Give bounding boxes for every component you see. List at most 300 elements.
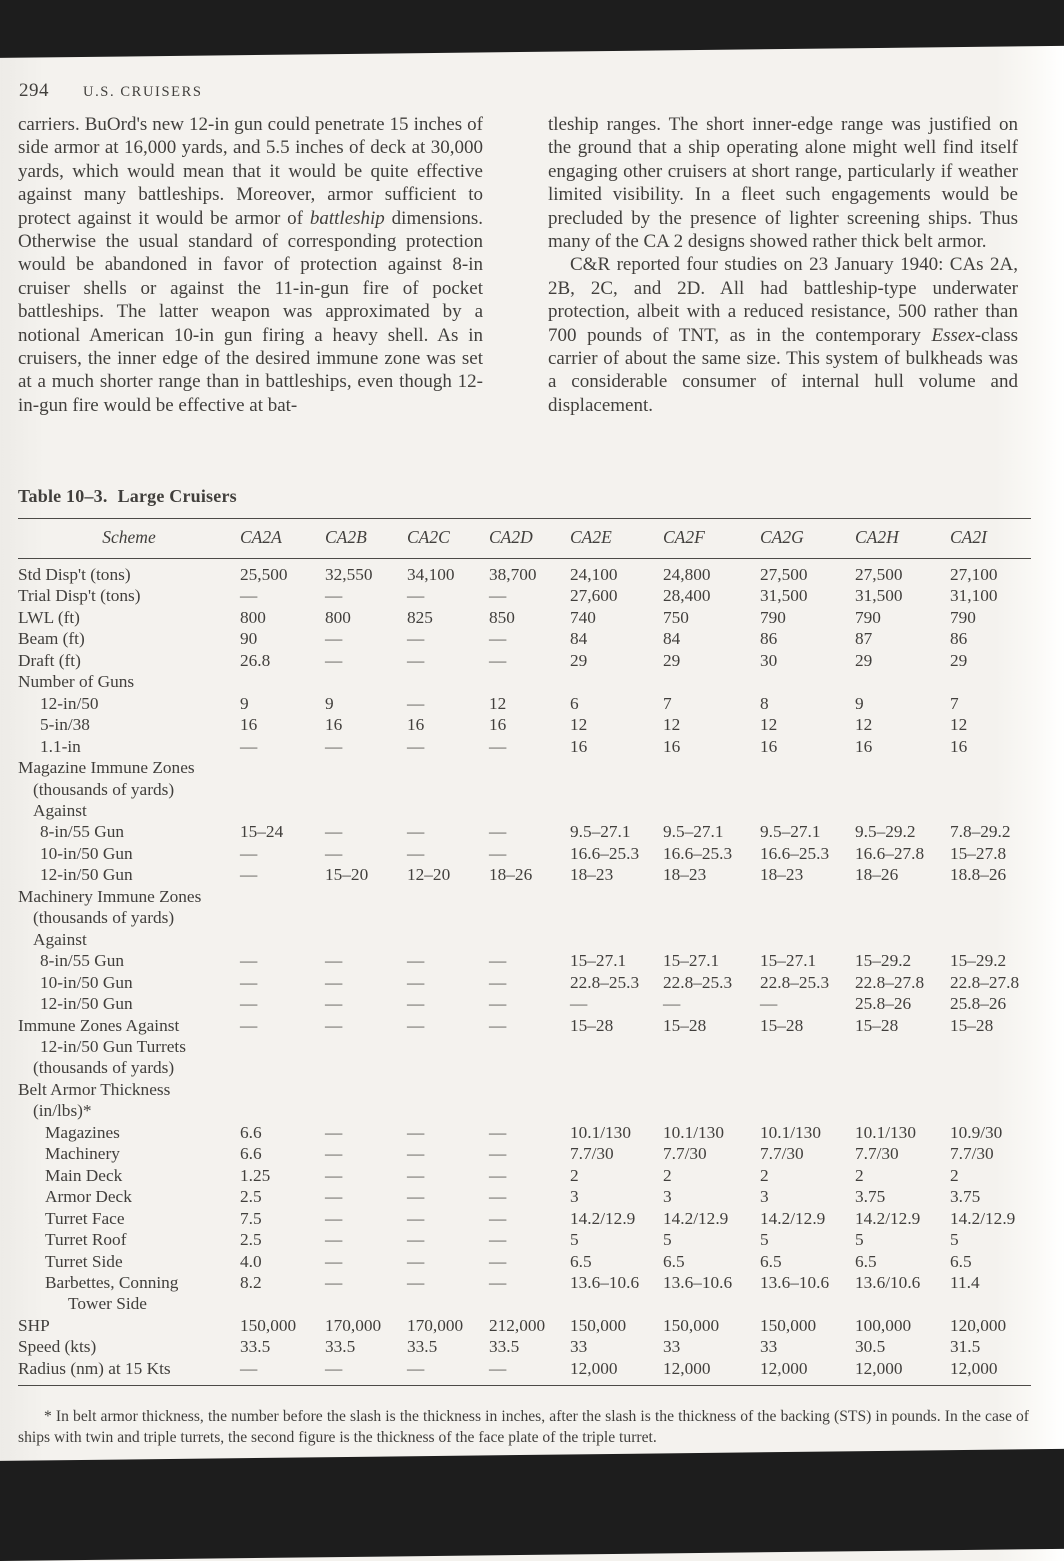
row-label: Armor Deck bbox=[45, 1187, 132, 1207]
table-cell: — bbox=[489, 822, 507, 842]
table-cell: — bbox=[489, 586, 507, 606]
table-cell: 6.5 bbox=[950, 1251, 972, 1271]
table-row bbox=[18, 1057, 1031, 1078]
table-cell: 800 bbox=[240, 607, 266, 627]
table-cell: 9 bbox=[325, 693, 334, 713]
table-cell: 3.75 bbox=[950, 1187, 981, 1207]
table-cell: — bbox=[407, 994, 425, 1014]
table-footnote: * In belt armor thickness, the number before the slash is the thickness in inches, after the slash is the thickness of the backing (STS) in pounds. In the case of ships with twin and triple turrets, the second figure is the thickness of the face plate of the triple turret. bbox=[18, 1407, 1029, 1447]
left-column-paragraph: carriers. BuOrd's new 12-in gun could penetrate 15 inches of side armor at 16,000 yards, and 5.5 inches of deck at 30,000 yards, which would mean that it would be quite effective against many battleships. Moreover, armor sufficient to protect against it would be armor of battleship dimensions. Otherwise the usual standard of corresponding protection would be abandoned in favor of protection against 8-in cruiser shells or against the 11-in-gun fire of pocket battleships. The latter weapon was approximated by a notional American 10-in gun firing a heavy shell. As in cruisers, the inner edge of the desired immune zone was set at a much shorter range than in battleships, even though 12-in-gun fire would be effective at bat- bbox=[18, 114, 483, 416]
column-header: CA2I bbox=[950, 527, 987, 547]
table-cell: 740 bbox=[570, 607, 596, 627]
table-cell: 29 bbox=[663, 650, 681, 670]
table-cell: 84 bbox=[570, 629, 588, 649]
table-row bbox=[18, 714, 1031, 735]
table-cell: 9.5–27.1 bbox=[663, 822, 724, 842]
table-cell: — bbox=[325, 1230, 343, 1250]
table-row bbox=[18, 693, 1031, 714]
row-label: 12-in/50 Gun bbox=[40, 865, 133, 885]
row-label: 10-in/50 Gun bbox=[40, 843, 133, 863]
table-row bbox=[18, 736, 1031, 757]
column-header: CA2E bbox=[570, 527, 612, 547]
table-row bbox=[18, 564, 1031, 585]
row-label: 1.1-in bbox=[40, 736, 81, 756]
table-cell: — bbox=[407, 1165, 425, 1185]
table-cell: 12,000 bbox=[663, 1358, 711, 1378]
table-cell: 6.5 bbox=[760, 1251, 782, 1271]
table-cell: 15–28 bbox=[950, 1015, 994, 1035]
table-cell: 850 bbox=[489, 607, 515, 627]
table-cell: 6.5 bbox=[663, 1251, 685, 1271]
table-cell: 33.5 bbox=[325, 1337, 356, 1357]
row-label: 8-in/55 Gun bbox=[40, 822, 125, 842]
table-cell: — bbox=[240, 843, 258, 863]
table-cell: — bbox=[407, 972, 425, 992]
table-cell: 15–20 bbox=[325, 865, 369, 885]
table-cell: 84 bbox=[663, 629, 681, 649]
table-cell: 8 bbox=[760, 693, 769, 713]
table-cell: 90 bbox=[240, 629, 258, 649]
table-cell: — bbox=[240, 865, 258, 885]
table-cell: — bbox=[325, 1015, 343, 1035]
table-cell: 27,500 bbox=[760, 565, 808, 584]
table-cell: 100,000 bbox=[855, 1315, 912, 1335]
table-cell: 15–27.1 bbox=[570, 951, 627, 971]
table-row bbox=[18, 821, 1031, 842]
article-right-column bbox=[548, 113, 1018, 417]
table-cell: 9.5–29.2 bbox=[855, 822, 916, 842]
table-cell: 790 bbox=[855, 607, 881, 627]
table-cell: 7.8–29.2 bbox=[950, 822, 1011, 842]
table-cell: 2 bbox=[760, 1165, 769, 1185]
table-cell: — bbox=[489, 1251, 507, 1271]
row-label: Machinery Immune Zones bbox=[18, 886, 202, 906]
table-cell: 33 bbox=[760, 1337, 778, 1357]
table-cell: 33 bbox=[663, 1337, 681, 1357]
table-cell: — bbox=[240, 1358, 258, 1378]
table-cell: 33.5 bbox=[489, 1337, 520, 1357]
table-cell: 16 bbox=[489, 715, 507, 735]
table-cell: 14.2/12.9 bbox=[950, 1208, 1016, 1228]
table-cell: 1.25 bbox=[240, 1165, 271, 1185]
table-cell: 18–26 bbox=[489, 865, 533, 885]
table-cell: 18–26 bbox=[855, 865, 899, 885]
table-cell: 10.1/130 bbox=[663, 1122, 724, 1142]
table-cell: — bbox=[240, 951, 258, 971]
table-row bbox=[18, 1358, 1031, 1379]
table-cell: — bbox=[407, 1230, 425, 1250]
table-cell: 30 bbox=[760, 650, 778, 670]
row-label: Belt Armor Thickness bbox=[18, 1079, 171, 1099]
table-row bbox=[18, 1186, 1031, 1207]
table-cell: 31,500 bbox=[855, 586, 903, 606]
page-header bbox=[19, 80, 203, 102]
table-cell: 7 bbox=[950, 693, 959, 713]
table-cell: — bbox=[407, 1015, 425, 1035]
table-cell: 3.75 bbox=[855, 1187, 886, 1207]
table-cell: 5 bbox=[950, 1230, 959, 1250]
table-cell: 24,800 bbox=[663, 565, 711, 584]
table-cell: 18.8–26 bbox=[950, 865, 1007, 885]
table-cell: — bbox=[325, 1165, 343, 1185]
row-label: 5-in/38 bbox=[40, 715, 90, 735]
column-header: CA2F bbox=[663, 527, 705, 547]
table-cell: 7.5 bbox=[240, 1208, 262, 1228]
table-rule-bottom bbox=[18, 1385, 1031, 1386]
table-cell: — bbox=[489, 1208, 507, 1228]
table-cell: — bbox=[240, 1015, 258, 1035]
table-row bbox=[18, 628, 1031, 649]
table-cell: — bbox=[325, 1251, 343, 1271]
table-cell: 150,000 bbox=[240, 1315, 297, 1335]
table-cell: — bbox=[489, 1015, 507, 1035]
table-title-label: Table 10–3. bbox=[18, 486, 108, 506]
table-cell: — bbox=[325, 843, 343, 863]
table-cell: 12 bbox=[663, 715, 681, 735]
table-cell: — bbox=[407, 1144, 425, 1164]
table-cell: 2.5 bbox=[240, 1187, 262, 1207]
table-cell: 9.5–27.1 bbox=[570, 822, 631, 842]
table-cell: — bbox=[489, 843, 507, 863]
table-cell: — bbox=[407, 843, 425, 863]
table-cell: 86 bbox=[950, 629, 968, 649]
table-cell: 5 bbox=[663, 1230, 672, 1250]
table-cell: 22.8–27.8 bbox=[855, 972, 925, 992]
table-cell: — bbox=[325, 629, 343, 649]
table-cell: 7.7/30 bbox=[570, 1144, 614, 1164]
table-cell: — bbox=[663, 994, 681, 1014]
table-cell: 2 bbox=[570, 1165, 579, 1185]
table-cell: 15–28 bbox=[570, 1015, 614, 1035]
table-cell: — bbox=[325, 1272, 343, 1292]
table-cell: 12,000 bbox=[950, 1358, 998, 1378]
table-cell: 13.6–10.6 bbox=[570, 1272, 640, 1292]
table-cell: — bbox=[240, 736, 258, 756]
column-header: CA2G bbox=[760, 527, 804, 547]
table-cell: 15–28 bbox=[663, 1015, 707, 1035]
table-row bbox=[18, 800, 1031, 821]
table-cell: 16 bbox=[570, 736, 588, 756]
table-cell: 18–23 bbox=[570, 865, 614, 885]
row-label: Std Disp't (tons) bbox=[18, 565, 131, 584]
table-cell: — bbox=[240, 994, 258, 1014]
table-cell: — bbox=[489, 736, 507, 756]
table-cell: 16.6–25.3 bbox=[570, 843, 640, 863]
row-label: Turret Face bbox=[45, 1208, 125, 1228]
table-cell: 15–28 bbox=[855, 1015, 899, 1035]
table-cell: 11.4 bbox=[950, 1272, 980, 1292]
table-cell: — bbox=[407, 822, 425, 842]
row-label: Magazine Immune Zones bbox=[18, 758, 195, 778]
table-cell: 7.7/30 bbox=[663, 1144, 707, 1164]
table-cell: 12 bbox=[489, 693, 507, 713]
table-row bbox=[18, 607, 1031, 628]
table-cell: — bbox=[489, 994, 507, 1014]
table-row bbox=[18, 757, 1031, 778]
table-cell: 12–20 bbox=[407, 865, 451, 885]
table-cell: 170,000 bbox=[325, 1315, 382, 1335]
row-label: 12-in/50 Gun bbox=[40, 994, 133, 1014]
bottom-scan-band bbox=[0, 1449, 1064, 1561]
table-cell: 14.2/12.9 bbox=[570, 1208, 636, 1228]
row-label: Against bbox=[33, 929, 87, 949]
table-cell: — bbox=[407, 586, 425, 606]
table-cell: 150,000 bbox=[570, 1315, 627, 1335]
table-cell: 15–27.8 bbox=[950, 843, 1007, 863]
table-row bbox=[18, 1251, 1031, 1272]
table-row bbox=[18, 1208, 1031, 1229]
table-cell: — bbox=[489, 1272, 507, 1292]
table-row bbox=[18, 1143, 1031, 1164]
table-cell: 33 bbox=[570, 1337, 588, 1357]
table-cell: 29 bbox=[950, 650, 968, 670]
table-cell: 28,400 bbox=[663, 586, 711, 606]
column-header: CA2B bbox=[325, 527, 367, 547]
table-cell: 24,100 bbox=[570, 565, 618, 584]
table-cell: 2 bbox=[950, 1165, 959, 1185]
table-cell: 7 bbox=[663, 693, 672, 713]
table-cell: 15–28 bbox=[760, 1015, 804, 1035]
table-cell: — bbox=[489, 650, 507, 670]
table-cell: 15–29.2 bbox=[855, 951, 912, 971]
table-cell: 16 bbox=[325, 715, 343, 735]
table-cell: 16 bbox=[407, 715, 425, 735]
table-cell: 27,100 bbox=[950, 565, 998, 584]
row-label: 12-in/50 bbox=[40, 693, 99, 713]
table-cell: 16 bbox=[855, 736, 873, 756]
table-cell: 33.5 bbox=[240, 1337, 271, 1357]
table-cell: 15–27.1 bbox=[663, 951, 720, 971]
column-header: CA2H bbox=[855, 527, 899, 547]
table-cell: 2 bbox=[663, 1165, 672, 1185]
table-cell: 9.5–27.1 bbox=[760, 822, 821, 842]
table-cell: 22.8–25.3 bbox=[663, 972, 733, 992]
table-cell: 150,000 bbox=[760, 1315, 817, 1335]
table-cell: 5 bbox=[760, 1230, 769, 1250]
table-cell: 3 bbox=[570, 1187, 579, 1207]
table-cell: — bbox=[325, 972, 343, 992]
table-cell: — bbox=[489, 1165, 507, 1185]
table-row bbox=[18, 1015, 1031, 1036]
table-cell: — bbox=[407, 1187, 425, 1207]
running-head: U.S. CRUISERS bbox=[83, 84, 203, 100]
table-cell: 8.2 bbox=[240, 1272, 262, 1292]
right-column-paragraph-1: tleship ranges. The short inner-edge range was justified on the ground that a ship operating alone might well find itself engaging other cruisers at short range, particularly if weather limited visibility. In a fleet such engagements would be precluded by the presence of lighter screening ships. Thus many of the CA 2 designs showed rather thick belt armor. bbox=[548, 114, 1018, 253]
table-cell: — bbox=[407, 1358, 425, 1378]
table-cell: — bbox=[325, 951, 343, 971]
table-cell: 10.1/130 bbox=[855, 1122, 916, 1142]
table-cell: — bbox=[325, 736, 343, 756]
table-row bbox=[18, 929, 1031, 950]
table-cell: 33.5 bbox=[407, 1337, 438, 1357]
table-cell: — bbox=[325, 1208, 343, 1228]
table-cell: 9 bbox=[855, 693, 864, 713]
table-cell: 790 bbox=[950, 607, 976, 627]
table-cell: 2.5 bbox=[240, 1230, 262, 1250]
table-cell: 27,500 bbox=[855, 565, 903, 584]
row-label: SHP bbox=[18, 1315, 50, 1335]
table-cell: 6 bbox=[570, 693, 579, 713]
table-cell: 212,000 bbox=[489, 1315, 546, 1335]
table-cell: 170,000 bbox=[407, 1315, 464, 1335]
table-row bbox=[18, 972, 1031, 993]
table-cell: 87 bbox=[855, 629, 873, 649]
table-cell: 16.6–25.3 bbox=[760, 843, 830, 863]
column-header-scheme: Scheme bbox=[102, 527, 156, 547]
table-cell: 18–23 bbox=[760, 865, 804, 885]
table-row bbox=[18, 1336, 1031, 1357]
table-cell: 16.6–27.8 bbox=[855, 843, 925, 863]
table-cell: 12 bbox=[855, 715, 873, 735]
table-cell: — bbox=[489, 1187, 507, 1207]
table-cell: — bbox=[489, 1358, 507, 1378]
table-row bbox=[18, 585, 1031, 606]
table-row bbox=[18, 650, 1031, 671]
table-row bbox=[18, 671, 1031, 692]
table-cell: — bbox=[325, 994, 343, 1014]
table-cell: — bbox=[760, 994, 778, 1014]
table-cell: 790 bbox=[760, 607, 786, 627]
table-cell: — bbox=[407, 951, 425, 971]
table-title bbox=[18, 486, 1031, 507]
table-cell: — bbox=[407, 1208, 425, 1228]
row-label: Draft (ft) bbox=[18, 650, 81, 670]
table-cell: 16 bbox=[950, 736, 968, 756]
table-cell: — bbox=[407, 1272, 425, 1292]
table-cell: 31,100 bbox=[950, 586, 998, 606]
table-cell: 6.6 bbox=[240, 1122, 262, 1142]
table-title-text: Large Cruisers bbox=[117, 486, 237, 506]
row-label: 8-in/55 Gun bbox=[40, 951, 125, 971]
row-label: (thousands of yards) bbox=[33, 908, 175, 928]
table-cell: 27,600 bbox=[570, 586, 618, 606]
table-cell: 31.5 bbox=[950, 1337, 981, 1357]
column-header: CA2C bbox=[407, 527, 450, 547]
table-cell: — bbox=[570, 994, 588, 1014]
table-cell: — bbox=[489, 1122, 507, 1142]
table-cell: — bbox=[325, 822, 343, 842]
table-cell: 34,100 bbox=[407, 565, 455, 584]
table-cell: 12 bbox=[760, 715, 778, 735]
table-cell: 15–24 bbox=[240, 822, 284, 842]
table-cell: — bbox=[407, 629, 425, 649]
page-number: 294 bbox=[19, 80, 49, 101]
table-row bbox=[18, 907, 1031, 928]
table-cell: 13.6/10.6 bbox=[855, 1272, 921, 1292]
row-label: Turret Roof bbox=[45, 1230, 127, 1250]
table-cell: 13.6–10.6 bbox=[760, 1272, 830, 1292]
table-cell: 15–27.1 bbox=[760, 951, 817, 971]
table-cell: 825 bbox=[407, 607, 433, 627]
table-cell: 32,550 bbox=[325, 565, 373, 584]
table-cell: — bbox=[325, 1358, 343, 1378]
table-cell: — bbox=[489, 1230, 507, 1250]
table-cell: 29 bbox=[570, 650, 588, 670]
table-cell: 22.8–25.3 bbox=[570, 972, 640, 992]
row-label: Immune Zones Against bbox=[18, 1015, 180, 1035]
table-cell: 12 bbox=[950, 715, 968, 735]
row-label: Radius (nm) at 15 Kts bbox=[18, 1358, 171, 1378]
row-label: (thousands of yards) bbox=[33, 1058, 175, 1078]
row-label: (in/lbs)* bbox=[33, 1101, 92, 1121]
table-row bbox=[18, 1165, 1031, 1186]
table-cell: 18–23 bbox=[663, 865, 707, 885]
article-left-column bbox=[18, 113, 483, 417]
table-cell: 14.2/12.9 bbox=[855, 1208, 921, 1228]
table-cell: 10.9/30 bbox=[950, 1122, 1003, 1142]
row-label: Speed (kts) bbox=[18, 1337, 97, 1357]
data-table bbox=[18, 486, 1031, 1386]
row-label: Number of Guns bbox=[18, 672, 135, 692]
table-row bbox=[18, 1229, 1031, 1250]
table-cell: 25.8–26 bbox=[855, 994, 912, 1014]
table-cell: 6.5 bbox=[570, 1251, 592, 1271]
table-cell: 16 bbox=[663, 736, 681, 756]
table-cell: 14.2/12.9 bbox=[663, 1208, 729, 1228]
table-cell: 7.7/30 bbox=[760, 1144, 804, 1164]
table-cell: 25.8–26 bbox=[950, 994, 1007, 1014]
table-row bbox=[18, 1036, 1031, 1057]
table-cell: 13.6–10.6 bbox=[663, 1272, 733, 1292]
table-cell: 16 bbox=[240, 715, 258, 735]
table-cell: 150,000 bbox=[663, 1315, 720, 1335]
table-cell: 4.0 bbox=[240, 1251, 262, 1271]
table-cell: — bbox=[325, 1187, 343, 1207]
table-cell: 10.1/130 bbox=[570, 1122, 631, 1142]
table-cell: 9 bbox=[240, 693, 249, 713]
table-cell: — bbox=[325, 650, 343, 670]
row-label: Main Deck bbox=[45, 1165, 123, 1185]
table-row bbox=[18, 864, 1031, 885]
table-row bbox=[18, 1122, 1031, 1143]
row-label: Magazines bbox=[45, 1122, 120, 1142]
table-row bbox=[18, 1079, 1031, 1100]
row-label: Against bbox=[33, 800, 87, 820]
table-cell: 14.2/12.9 bbox=[760, 1208, 826, 1228]
table-cell: 22.8–25.3 bbox=[760, 972, 830, 992]
table-cell: 30.5 bbox=[855, 1337, 886, 1357]
table-row bbox=[18, 1272, 1031, 1293]
table-row bbox=[18, 1100, 1031, 1121]
table-cell: — bbox=[489, 951, 507, 971]
table-row bbox=[18, 779, 1031, 800]
table-cell: 10.1/130 bbox=[760, 1122, 821, 1142]
table-cell: — bbox=[407, 1122, 425, 1142]
table-cell: 6.5 bbox=[855, 1251, 877, 1271]
row-label: Barbettes, Conning bbox=[45, 1272, 179, 1292]
table-cell: 15–29.2 bbox=[950, 951, 1007, 971]
column-header: CA2A bbox=[240, 527, 282, 547]
table-cell: — bbox=[407, 1251, 425, 1271]
table-cell: 16 bbox=[760, 736, 778, 756]
table-cell: 22.8–27.8 bbox=[950, 972, 1020, 992]
table-cell: 2 bbox=[855, 1165, 864, 1185]
row-label: Turret Side bbox=[45, 1251, 123, 1271]
row-label: Machinery bbox=[45, 1144, 120, 1164]
table-cell: — bbox=[325, 1122, 343, 1142]
table-cell: 7.7/30 bbox=[855, 1144, 899, 1164]
table-cell: 38,700 bbox=[489, 565, 537, 584]
row-label: Beam (ft) bbox=[18, 629, 85, 649]
table-cell: — bbox=[240, 972, 258, 992]
table-body bbox=[18, 559, 1031, 1385]
table-cell: 16.6–25.3 bbox=[663, 843, 733, 863]
row-label: 10-in/50 Gun bbox=[40, 972, 133, 992]
row-label: 12-in/50 Gun Turrets bbox=[40, 1036, 186, 1056]
table-cell: — bbox=[407, 736, 425, 756]
table-cell: 5 bbox=[570, 1230, 579, 1250]
table-cell: — bbox=[407, 693, 425, 713]
